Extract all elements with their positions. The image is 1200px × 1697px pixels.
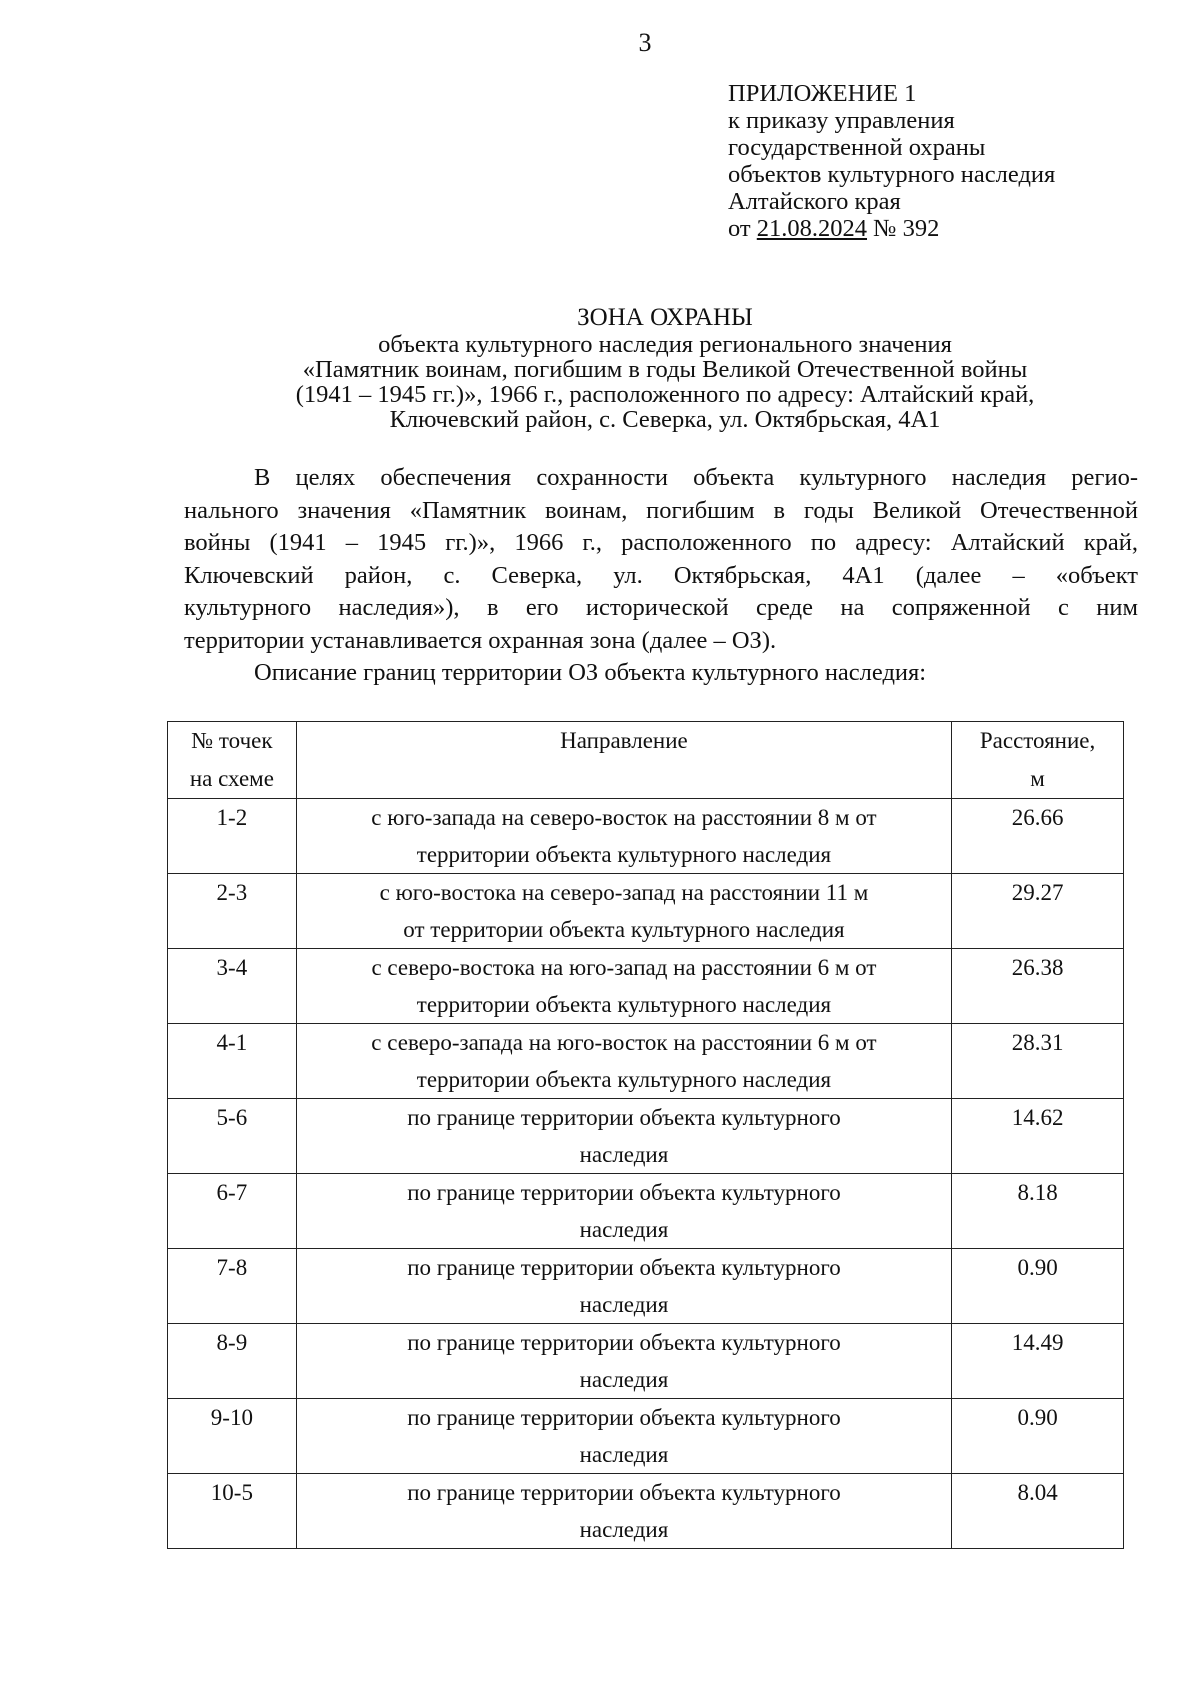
- boundary-table: [167, 721, 1124, 1549]
- cell-points: 4-1: [168, 1024, 297, 1099]
- table-header-row: [168, 722, 1124, 799]
- cell-distance: 8.04: [952, 1474, 1124, 1549]
- direction-line: с северо-востока на юго-запад на расстоянии 6 м от: [371, 955, 877, 980]
- direction-line: с северо-запада на юго-восток на расстоянии 6 м от: [371, 1030, 877, 1055]
- table-row: [168, 1399, 1124, 1474]
- cell-distance: 29.27: [952, 874, 1124, 949]
- cell-direction: [296, 1249, 951, 1324]
- cell-points: 1-2: [168, 799, 297, 874]
- header-points-line: на схеме: [189, 766, 274, 791]
- body-paragraph: [184, 462, 1138, 657]
- direction-line: по границе территории объекта культурного: [407, 1255, 841, 1280]
- appendix-date-prefix: от: [728, 215, 751, 242]
- appendix-line: объектов культурного наследия: [728, 161, 1056, 188]
- direction-line: территории объекта культурного наследия: [416, 992, 832, 1017]
- cell-direction: [296, 1324, 951, 1399]
- table-row: [168, 1249, 1124, 1324]
- cell-points: 6-7: [168, 1174, 297, 1249]
- direction-line: наследия: [579, 1217, 669, 1242]
- cell-points: 2-3: [168, 874, 297, 949]
- table-row: [168, 1174, 1124, 1249]
- cell-direction: [296, 1024, 951, 1099]
- cell-distance: 8.18: [952, 1174, 1124, 1249]
- direction-line: наследия: [579, 1442, 669, 1467]
- table-row: [168, 1099, 1124, 1174]
- body-line: Ключевский район, с. Северка, ул. Октябрьская, 4А1 (далее – «объект: [184, 561, 1138, 589]
- appendix-line: государственной охраны: [728, 134, 986, 161]
- body-line: войны (1941 – 1945 гг.)», 1966 г., расположенного по адресу: Алтайский край,: [184, 529, 1138, 556]
- header-points-line: № точек: [191, 728, 273, 753]
- cell-distance: 26.38: [952, 949, 1124, 1024]
- cell-points: 10-5: [168, 1474, 297, 1549]
- cell-distance: 28.31: [952, 1024, 1124, 1099]
- header-distance-line: Расстояние,: [979, 728, 1096, 753]
- cell-distance: 26.66: [952, 799, 1124, 874]
- header-distance: [952, 722, 1124, 799]
- direction-line: по границе территории объекта культурного: [407, 1405, 841, 1430]
- page-number: 3: [638, 28, 652, 57]
- direction-line: от территории объекта культурного наследия: [403, 917, 845, 942]
- appendix-number: № 392: [873, 215, 940, 242]
- cell-points: 8-9: [168, 1324, 297, 1399]
- appendix-title: ПРИЛОЖЕНИЕ 1: [728, 80, 917, 107]
- cell-distance: 0.90: [952, 1399, 1124, 1474]
- direction-line: территории объекта культурного наследия: [416, 1067, 832, 1092]
- appendix-date-line: [728, 215, 1168, 242]
- body-line: нального значения «Памятник воинам, погибшим в годы Великой Отечественной: [184, 496, 1138, 524]
- appendix-line: Алтайского края: [728, 188, 901, 215]
- cell-direction: [296, 1474, 951, 1549]
- cell-distance: 0.90: [952, 1249, 1124, 1324]
- document-title-block: [190, 305, 1140, 432]
- cell-distance: 14.49: [952, 1324, 1124, 1399]
- direction-line: по границе территории объекта культурного: [407, 1480, 841, 1505]
- title-line: (1941 – 1945 гг.)», 1966 г., расположенного по адресу: Алтайский край,: [295, 381, 1035, 408]
- table-row: [168, 874, 1124, 949]
- title-line: объекта культурного наследия регионального значения: [378, 331, 952, 358]
- table-row: [168, 949, 1124, 1024]
- table-row: [168, 1024, 1124, 1099]
- direction-line: по границе территории объекта культурного: [407, 1330, 841, 1355]
- table-row: [168, 799, 1124, 874]
- body-line: культурного наследия»), в его исторической среде на сопряженной с ним: [184, 594, 1138, 621]
- cell-distance: 14.62: [952, 1099, 1124, 1174]
- appendix-date: 21.08.2024: [756, 215, 868, 242]
- direction-line: наследия: [579, 1367, 669, 1392]
- cell-direction: [296, 1399, 951, 1474]
- direction-line: с юго-запада на северо-восток на расстоянии 8 м от: [371, 805, 877, 830]
- cell-direction: [296, 799, 951, 874]
- cell-points: 5-6: [168, 1099, 297, 1174]
- direction-line: территории объекта культурного наследия: [416, 842, 832, 867]
- direction-line: наследия: [579, 1142, 669, 1167]
- table-row: [168, 1324, 1124, 1399]
- header-points: [168, 722, 297, 799]
- direction-line: наследия: [579, 1517, 669, 1542]
- appendix-header: [728, 80, 1168, 242]
- body-line: территории устанавливается охранная зона (далее – ОЗ).: [184, 626, 777, 654]
- table-caption: Описание границ территории ОЗ объекта культурного наследия:: [254, 659, 927, 686]
- direction-line: по границе территории объекта культурного: [407, 1180, 841, 1205]
- cell-direction: [296, 949, 951, 1024]
- document-title: ЗОНА ОХРАНЫ: [577, 304, 753, 331]
- title-line: Ключевский район, с. Северка, ул. Октябрьская, 4А1: [389, 406, 941, 433]
- cell-direction: [296, 874, 951, 949]
- cell-points: 3-4: [168, 949, 297, 1024]
- header-direction: Направление: [296, 722, 951, 799]
- direction-line: по границе территории объекта культурного: [407, 1105, 841, 1130]
- appendix-line: к приказу управления: [728, 107, 955, 134]
- direction-line: наследия: [579, 1292, 669, 1317]
- header-distance-line: м: [1030, 766, 1045, 791]
- cell-direction: [296, 1174, 951, 1249]
- direction-line: с юго-востока на северо-запад на расстоянии 11 м: [379, 880, 869, 905]
- cell-points: 9-10: [168, 1399, 297, 1474]
- cell-points: 7-8: [168, 1249, 297, 1324]
- table-row: [168, 1474, 1124, 1549]
- cell-direction: [296, 1099, 951, 1174]
- title-line: «Памятник воинам, погибшим в годы Великой Отечественной войны: [302, 356, 1028, 383]
- body-line: В целях обеспечения сохранности объекта культурного наследия регио-: [254, 464, 1138, 491]
